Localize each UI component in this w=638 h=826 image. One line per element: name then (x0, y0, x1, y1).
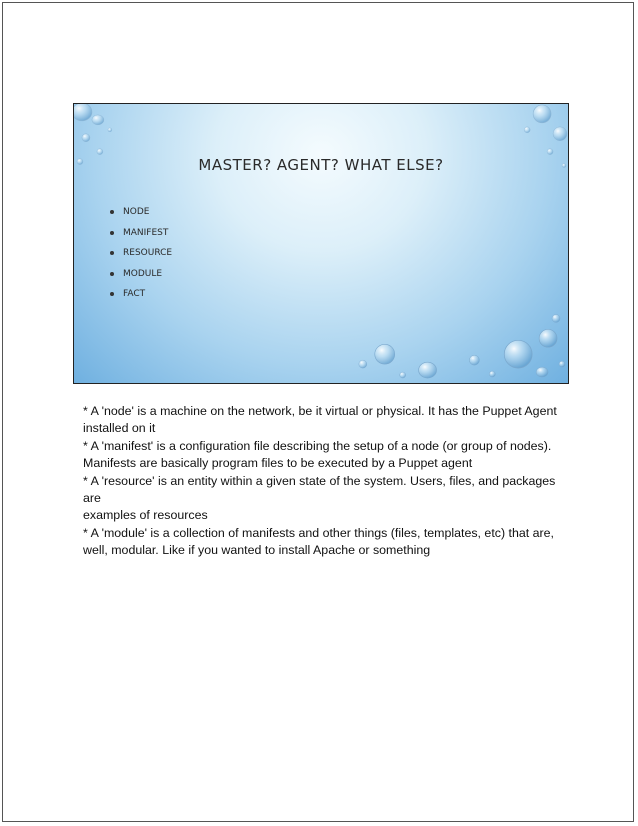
bullet-dot-icon (110, 292, 114, 296)
bullet-item: MANIFEST (110, 223, 172, 244)
notes-page (2, 2, 634, 822)
notes-line: * A 'resource' is an entity within a given state of the system. Users, files, and packages are (83, 473, 556, 506)
notes-line: examples of resources (83, 508, 208, 523)
slide-title: MASTER? AGENT? WHAT ELSE? (198, 156, 444, 174)
bullet-dot-icon (110, 210, 114, 214)
notes-line: well, modular. Like if you wanted to install Apache or something (83, 543, 431, 558)
bullet-item: NODE (110, 202, 172, 223)
bullet-dot-icon (110, 251, 114, 255)
notes-line: * A 'module' is a collection of manifests and other things (files, templates, etc) that are, (83, 525, 554, 540)
bullet-dot-icon (110, 272, 114, 276)
notes-line: installed on it (83, 421, 156, 436)
speaker-notes (83, 403, 563, 560)
bullet-item: MODULE (110, 264, 172, 285)
notes-line: * A 'node' is a machine on the network, be it virtual or physical. It has the Puppet Agent (83, 404, 557, 418)
slide-bullet-list (110, 202, 172, 305)
bullet-item: FACT (110, 284, 172, 305)
slide-thumbnail (73, 103, 569, 384)
bullet-item: RESOURCE (110, 243, 172, 264)
notes-line: Manifests are basically program files to be executed by a Puppet agent (83, 456, 473, 471)
bullet-dot-icon (110, 231, 114, 235)
notes-line: * A 'manifest' is a configuration file describing the setup of a node (or group of nodes). (83, 438, 552, 453)
